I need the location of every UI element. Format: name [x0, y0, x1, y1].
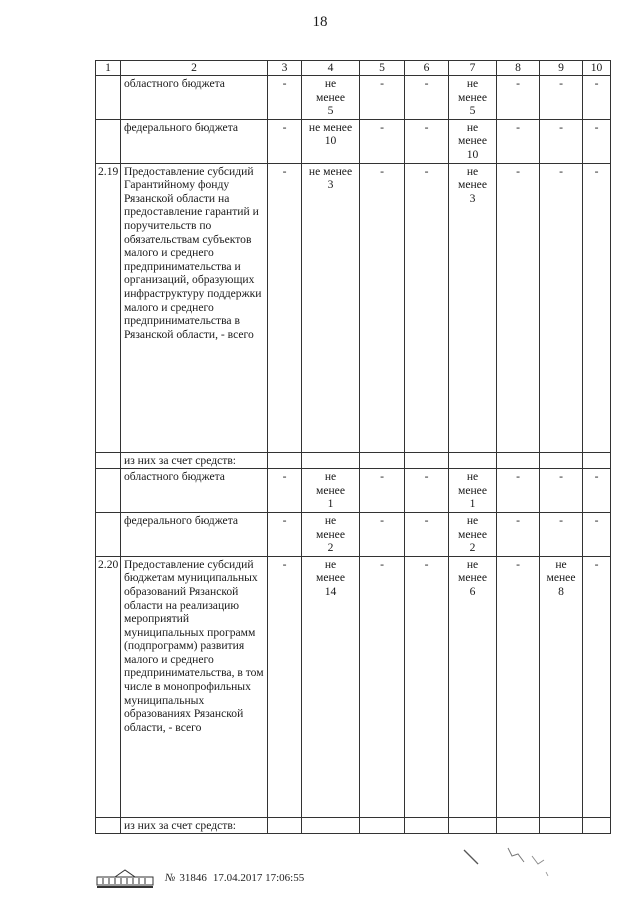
value-cell-c8: -: [497, 76, 540, 120]
footer-timestamp: 17.04.2017 17:06:55: [212, 872, 305, 884]
row-number-cell: [96, 119, 121, 163]
value-cell-c9: [540, 817, 583, 834]
footer-doc-number: 31846: [179, 872, 207, 884]
value-cell-c6: -: [405, 556, 449, 817]
value-cell-c7: не менее 6: [449, 556, 497, 817]
col-header: 10: [583, 61, 611, 76]
value-cell-c6: -: [405, 119, 449, 163]
value-cell-c3: -: [268, 556, 302, 817]
col-header: 5: [360, 61, 405, 76]
description-cell: Предоставление субсидий бюджетам муниципальных образований Рязанской области на реализацию мероприятий муниципальных программ (подпрограмм) развития малого и среднего предпринимательства, в том числе в монопрофильных муниципальных образованиях Рязанской области, - всего: [121, 556, 268, 817]
col-header: 1: [96, 61, 121, 76]
value-cell-c4: не менее 14: [302, 556, 360, 817]
document-table: [95, 60, 611, 834]
description-cell: из них за счет средств:: [121, 817, 268, 834]
value-cell-c4: не менее 1: [302, 469, 360, 513]
value-cell-c5: [360, 452, 405, 469]
row-number-cell: [96, 452, 121, 469]
value-cell-c3: -: [268, 512, 302, 556]
table-header-row: [96, 61, 611, 76]
row-number-cell: [96, 817, 121, 834]
value-cell-c5: -: [360, 556, 405, 817]
col-header: 6: [405, 61, 449, 76]
col-header: 3: [268, 61, 302, 76]
signature-scribble: [460, 842, 560, 882]
table-row: [96, 512, 611, 556]
description-cell: федерального бюджета: [121, 512, 268, 556]
value-cell-c8: [497, 452, 540, 469]
value-cell-c6: -: [405, 469, 449, 513]
value-cell-c9: -: [540, 469, 583, 513]
value-cell-c3: [268, 452, 302, 469]
value-cell-c10: -: [583, 119, 611, 163]
description-cell: областного бюджета: [121, 76, 268, 120]
row-number-cell: [96, 512, 121, 556]
value-cell-c10: -: [583, 512, 611, 556]
value-cell-c7: не менее 3: [449, 163, 497, 452]
value-cell-c3: -: [268, 76, 302, 120]
value-cell-c6: -: [405, 512, 449, 556]
value-cell-c5: -: [360, 469, 405, 513]
description-cell: из них за счет средств:: [121, 452, 268, 469]
value-cell-c4: не менее 2: [302, 512, 360, 556]
value-cell-c10: -: [583, 469, 611, 513]
value-cell-c8: -: [497, 556, 540, 817]
value-cell-c3: -: [268, 469, 302, 513]
value-cell-c6: -: [405, 163, 449, 452]
value-cell-c9: -: [540, 163, 583, 452]
description-cell: Предоставление субсидий Гарантийному фонду Рязанской области на предоставление гарантий и поручительств по обязательствам субъектов малого и среднего предпринимательства и организаций, образующих инфраструктуру поддержки малого и среднего предпринимательства в Рязанской области, - всего: [121, 163, 268, 452]
description-cell: областного бюджета: [121, 469, 268, 513]
value-cell-c9: не менее 8: [540, 556, 583, 817]
table-row: [96, 469, 611, 513]
value-cell-c5: [360, 817, 405, 834]
value-cell-c3: -: [268, 119, 302, 163]
row-number-cell: 2.19: [96, 163, 121, 452]
table-row-main: [96, 163, 611, 452]
value-cell-c8: -: [497, 163, 540, 452]
page-number: 18: [312, 14, 328, 30]
value-cell-c9: [540, 452, 583, 469]
value-cell-c6: [405, 452, 449, 469]
value-cell-c9: -: [540, 76, 583, 120]
value-cell-c7: не менее 1: [449, 469, 497, 513]
value-cell-c5: -: [360, 512, 405, 556]
value-cell-c7: [449, 817, 497, 834]
footer-number-symbol: №: [165, 872, 176, 884]
value-cell-c3: [268, 817, 302, 834]
value-cell-c7: [449, 452, 497, 469]
value-cell-c8: -: [497, 512, 540, 556]
col-header: 7: [449, 61, 497, 76]
value-cell-c7: не менее 10: [449, 119, 497, 163]
table-row: [96, 76, 611, 120]
value-cell-c4: [302, 452, 360, 469]
value-cell-c5: -: [360, 119, 405, 163]
col-header: 8: [497, 61, 540, 76]
table-row-main: [96, 556, 611, 817]
row-number-cell: [96, 469, 121, 513]
value-cell-c10: -: [583, 556, 611, 817]
value-cell-c7: не менее 2: [449, 512, 497, 556]
value-cell-c9: -: [540, 512, 583, 556]
value-cell-c7: не менее 5: [449, 76, 497, 120]
value-cell-c10: -: [583, 76, 611, 120]
description-cell: федерального бюджета: [121, 119, 268, 163]
value-cell-c8: -: [497, 469, 540, 513]
footer: [95, 867, 304, 889]
value-cell-c3: -: [268, 163, 302, 452]
value-cell-c10: [583, 452, 611, 469]
col-header: 2: [121, 61, 268, 76]
value-cell-c6: [405, 817, 449, 834]
value-cell-c5: -: [360, 163, 405, 452]
table-row-label: [96, 817, 611, 834]
value-cell-c8: -: [497, 119, 540, 163]
col-header: 4: [302, 61, 360, 76]
value-cell-c4: [302, 817, 360, 834]
value-cell-c10: [583, 817, 611, 834]
value-cell-c6: -: [405, 76, 449, 120]
value-cell-c10: -: [583, 163, 611, 452]
building-stamp-icon: [95, 867, 157, 889]
table-row-label: [96, 452, 611, 469]
value-cell-c8: [497, 817, 540, 834]
row-number-cell: [96, 76, 121, 120]
table-row: [96, 119, 611, 163]
value-cell-c5: -: [360, 76, 405, 120]
value-cell-c4: не менее 10: [302, 119, 360, 163]
value-cell-c4: не менее 3: [302, 163, 360, 452]
value-cell-c4: не менее 5: [302, 76, 360, 120]
col-header: 9: [540, 61, 583, 76]
row-number-cell: 2.20: [96, 556, 121, 817]
value-cell-c9: -: [540, 119, 583, 163]
